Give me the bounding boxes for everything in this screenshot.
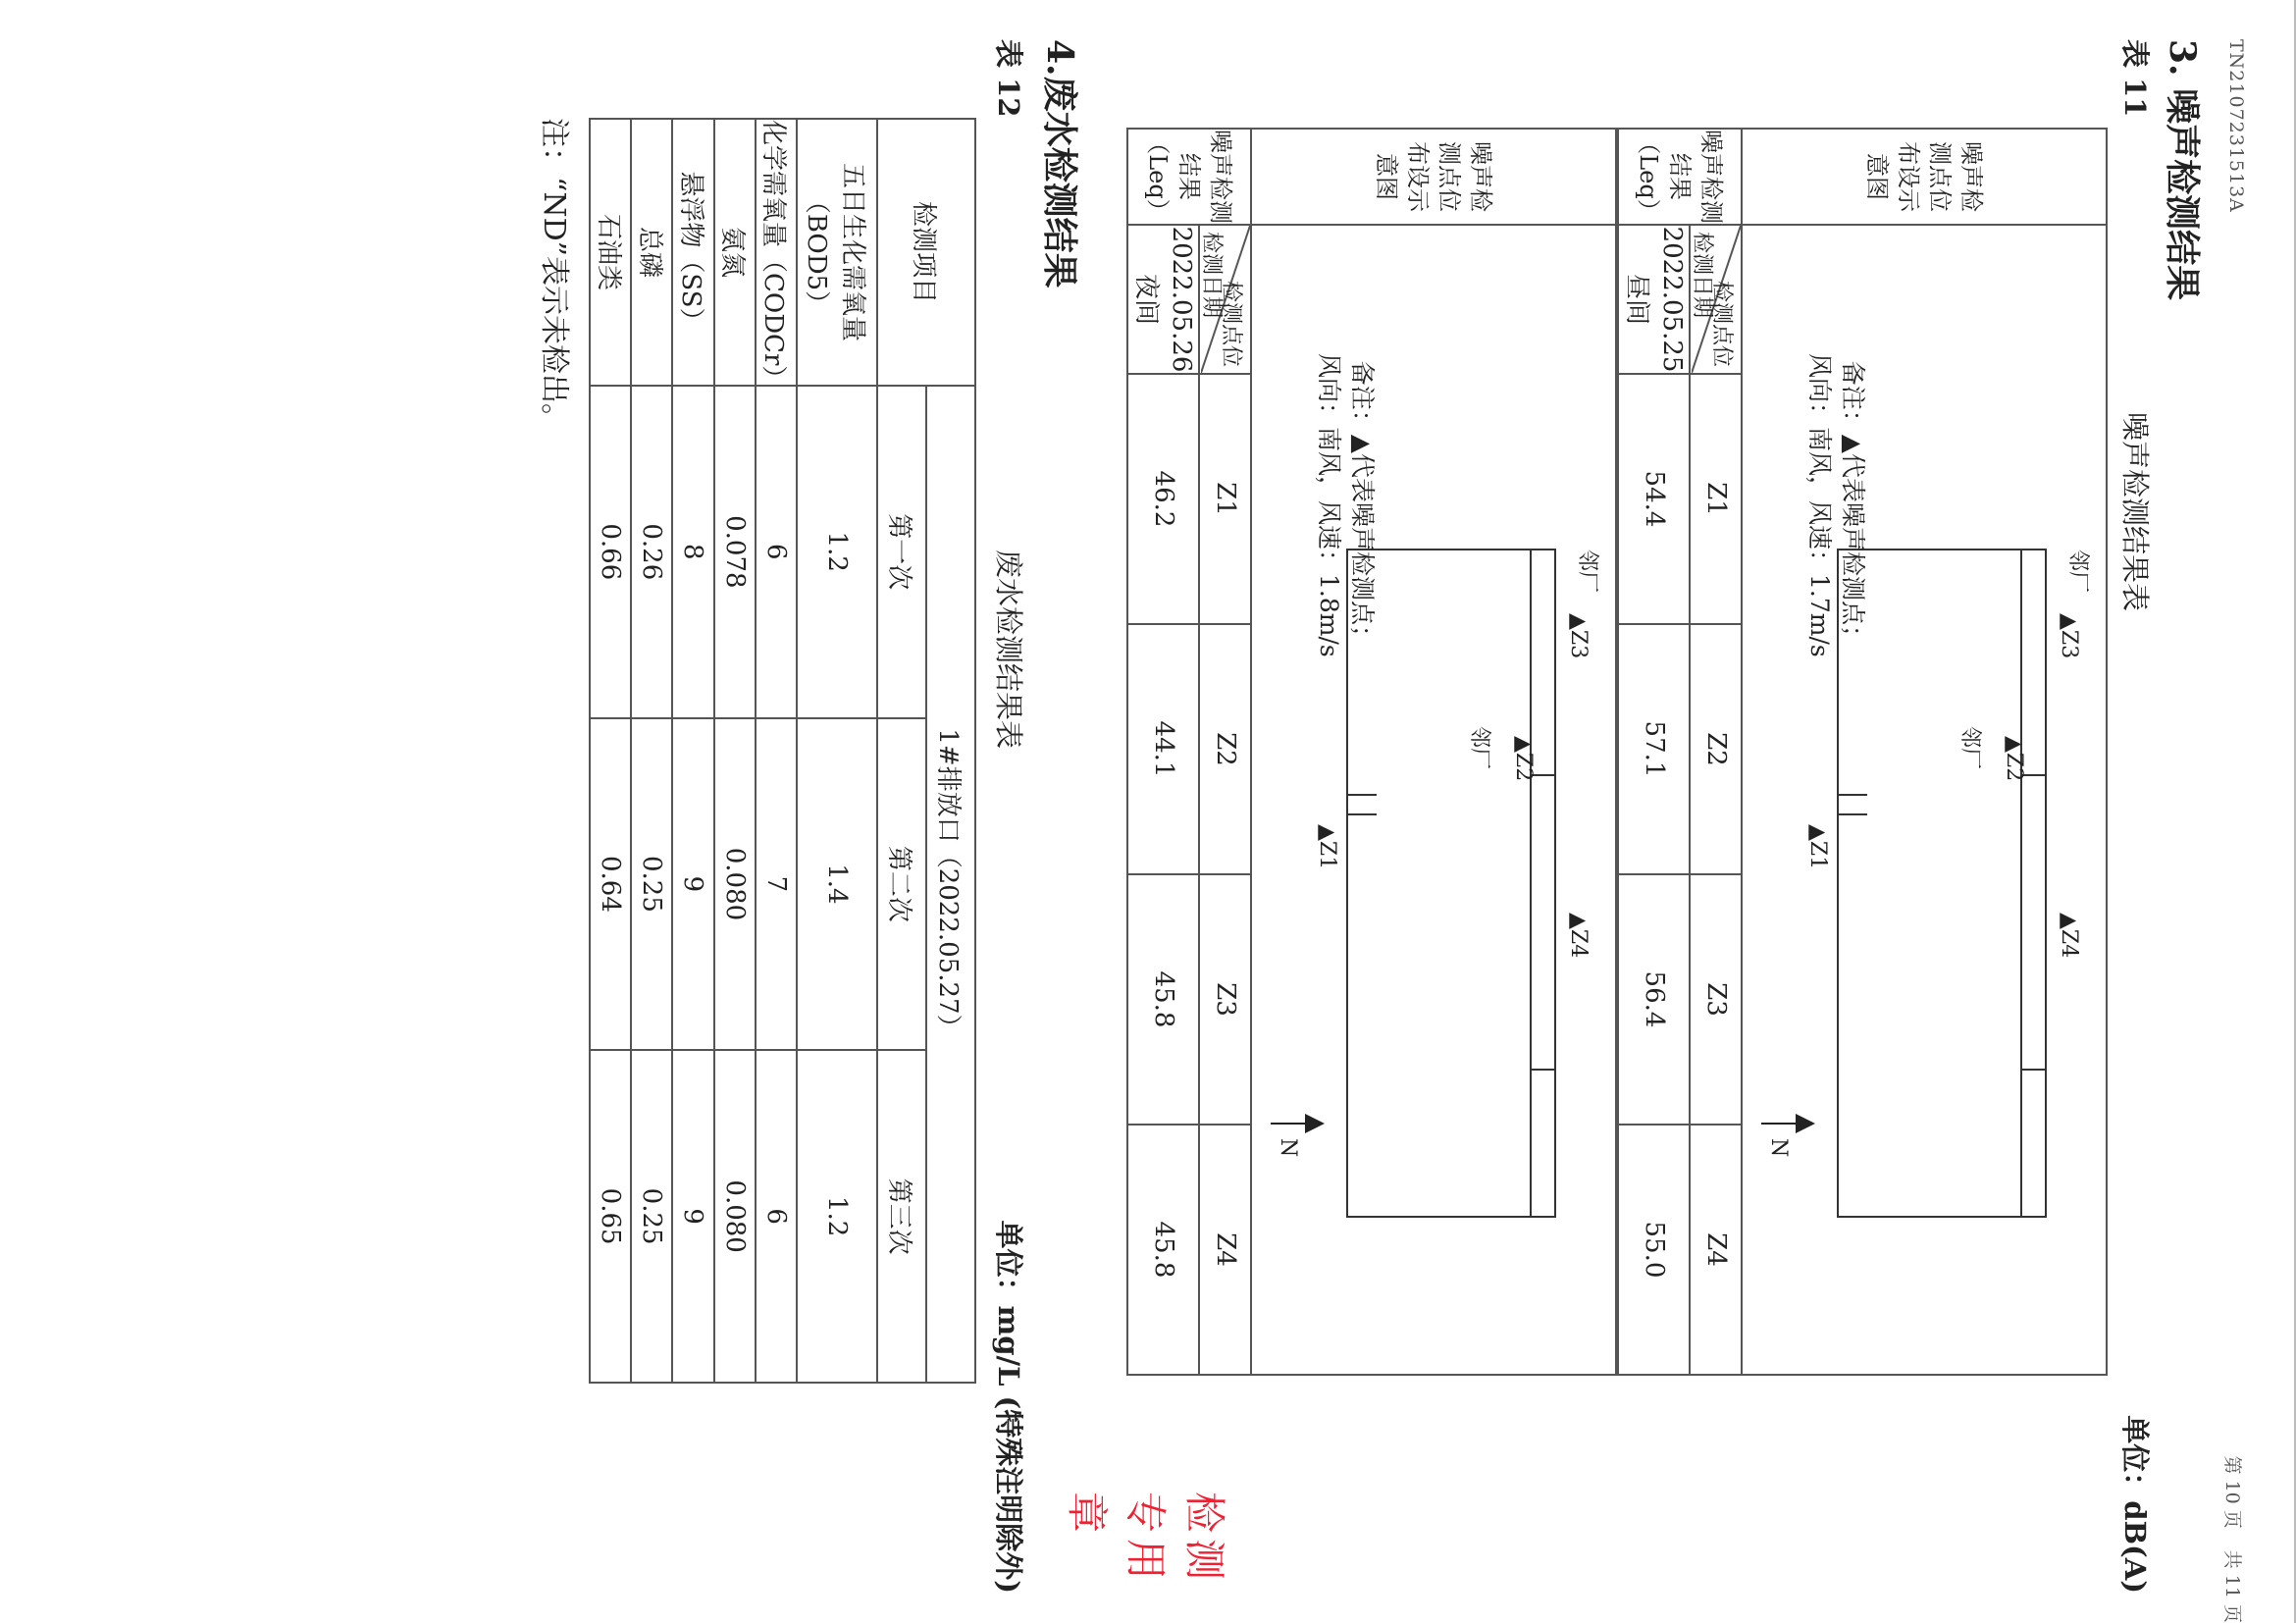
row-value: 6 <box>756 1050 797 1383</box>
row-value: 0.25 <box>631 1050 672 1383</box>
header-outlet: 1#排放口（2022.05.27） <box>926 386 975 1383</box>
label-results-2-text: 噪声检测结果（Leq） <box>1144 130 1235 224</box>
day-period: 昼间 <box>1622 273 1652 325</box>
page-total: 共 11 页 <box>2221 1549 2243 1623</box>
row-value: 8 <box>672 386 713 718</box>
marker-z2-2: ▲Z2 <box>1511 736 1537 782</box>
header-item: 检测项目 <box>877 119 975 386</box>
page-indicator <box>2220 1434 2247 1623</box>
row-value: 9 <box>672 1050 713 1383</box>
header-date-2: 检测日期 <box>1199 232 1225 319</box>
point-header-2-z1: Z1 <box>1199 374 1251 624</box>
row-item: 氨氮 <box>714 119 756 386</box>
row-item: 五日生化需氧量（BOD5） <box>797 119 877 386</box>
point-header-2-z3: Z3 <box>1199 874 1251 1125</box>
row-value: 1.4 <box>797 718 877 1051</box>
neighbor-label-2a: 邻厂 <box>1467 726 1492 770</box>
document-id: TN2107231513A <box>2225 39 2247 213</box>
row-item: 石油类 <box>590 119 631 386</box>
row-item: 化学需氧量（CODCr） <box>756 119 797 386</box>
label-results <box>1618 129 1742 225</box>
day-value-z4: 55.0 <box>1618 1125 1690 1375</box>
diag-header-cell-2 <box>1199 225 1251 374</box>
row-value: 7 <box>756 718 797 1051</box>
row-value: 9 <box>672 718 713 1051</box>
wastewater-table <box>589 118 976 1384</box>
layout-diagram-2 <box>1263 226 1604 1374</box>
label-results-text: 噪声检测结果（Leq） <box>1635 130 1726 224</box>
block-day-date <box>1618 225 1690 374</box>
label-diagram-2-text: 噪声检测点位布设示意图 <box>1373 141 1495 212</box>
row-value: 0.26 <box>631 386 672 718</box>
table-row <box>672 119 713 1383</box>
label-diagram-2 <box>1251 129 1616 225</box>
point-header-z4: Z4 <box>1690 1125 1742 1375</box>
marker-z2-2-label: Z2 <box>1511 752 1537 782</box>
marker-z3-label: Z3 <box>2057 629 2082 659</box>
section3-title: 3. 噪声检测结果 <box>2162 39 2203 301</box>
table11-number: 表 11 <box>2118 39 2152 118</box>
diag-header-cell <box>1690 225 1742 374</box>
block-night-date <box>1127 225 1199 374</box>
neighbor-label-b: 邻厂 <box>2065 550 2091 594</box>
noise-block-night <box>1126 128 1617 1376</box>
note-day-line2: 风向：南风，风速：1.7m/s <box>1805 353 1835 657</box>
note-block-day <box>1802 353 1869 657</box>
row-value: 0.078 <box>714 386 756 718</box>
point-header-2-z2: Z2 <box>1199 624 1251 874</box>
table12-number: 表 12 <box>992 39 1025 118</box>
section4-title: 4.废水检测结果 <box>1039 39 1080 288</box>
marker-z1-label: Z1 <box>1805 840 1831 870</box>
note-night-line1: 备注：▲代表噪声检测点； <box>1348 360 1378 650</box>
day-value-z2: 57.1 <box>1618 624 1690 874</box>
header-run-2: 第二次 <box>877 718 926 1051</box>
header-run-3: 第三次 <box>877 1050 926 1383</box>
table11-unit: 单位：dB(A) <box>2118 1415 2152 1594</box>
row-value: 0.64 <box>590 718 631 1051</box>
row-value: 0.080 <box>714 1050 756 1383</box>
note-night-line2: 风向：南风，风速：1.8m/s <box>1315 353 1344 657</box>
night-value-z3: 45.8 <box>1127 874 1199 1125</box>
marker-z1: ▲Z1 <box>1805 824 1831 870</box>
table-row <box>714 119 756 1383</box>
inspection-stamp: 检测专用章 <box>1063 1492 1228 1587</box>
marker-z1-2-label: Z1 <box>1315 840 1340 870</box>
night-value-z1: 46.2 <box>1127 374 1199 624</box>
marker-z2: ▲Z2 <box>2002 736 2027 782</box>
row-value: 0.66 <box>590 386 631 718</box>
neighbor-label-a: 邻厂 <box>1957 726 1983 770</box>
marker-z2-label: Z2 <box>2002 752 2027 782</box>
north-label: N <box>1766 1138 1792 1158</box>
day-date: 2022.05.25 <box>1657 226 1688 373</box>
table-row <box>756 119 797 1383</box>
night-value-z2: 44.1 <box>1127 624 1199 874</box>
night-value-z4: 45.8 <box>1127 1125 1199 1375</box>
label-results-2 <box>1127 129 1251 225</box>
point-header-z1: Z1 <box>1690 374 1742 624</box>
table12-unit: 单位：mg/L (特殊注明除外) <box>992 1220 1025 1594</box>
row-value: 0.25 <box>631 718 672 1051</box>
noise-block-day <box>1617 128 2108 1376</box>
note-day-line1: 备注：▲代表噪声检测点； <box>1839 360 1868 650</box>
table-row <box>797 119 877 1383</box>
day-value-z3: 56.4 <box>1618 874 1690 1125</box>
marker-z3-2: ▲Z3 <box>1566 613 1592 659</box>
night-period: 夜间 <box>1131 273 1162 325</box>
header-point-2: 检测点位 <box>1219 280 1244 367</box>
table12-title: 废水检测结果表 <box>992 550 1025 750</box>
point-header-z3: Z3 <box>1690 874 1742 1125</box>
label-diagram-text: 噪声检测点位布设示意图 <box>1863 141 1986 212</box>
row-value: 0.080 <box>714 718 756 1051</box>
page-current: 第 10 页 <box>2221 1455 2243 1529</box>
footnote: 注：“ND”表示未检出。 <box>537 118 571 433</box>
night-date: 2022.05.26 <box>1167 226 1197 373</box>
row-item: 悬浮物（SS） <box>672 119 713 386</box>
header-run-1: 第一次 <box>877 386 926 718</box>
row-value: 1.2 <box>797 1050 877 1383</box>
label-diagram <box>1742 129 2107 225</box>
table-row <box>590 119 631 1383</box>
north-arrow-2 <box>1305 1114 1325 1133</box>
diagram-cell <box>1742 225 2107 1375</box>
diagram-cell-2 <box>1251 225 1616 1375</box>
marker-z3: ▲Z3 <box>2057 613 2082 659</box>
note-block-night <box>1312 353 1379 657</box>
header-point: 检测点位 <box>1709 280 1735 367</box>
marker-z4-label: Z4 <box>2057 928 2082 959</box>
table-row <box>631 119 672 1383</box>
point-header-z2: Z2 <box>1690 624 1742 874</box>
row-value: 6 <box>756 386 797 718</box>
table11-title: 噪声检测结果表 <box>2118 412 2152 612</box>
marker-z4-2: ▲Z4 <box>1566 913 1592 959</box>
north-label-2: N <box>1276 1138 1301 1158</box>
layout-diagram <box>1753 226 2095 1374</box>
north-arrow <box>1796 1114 1815 1133</box>
point-header-2-z4: Z4 <box>1199 1125 1251 1375</box>
row-value: 1.2 <box>797 386 877 718</box>
row-item: 总磷 <box>631 119 672 386</box>
header-date: 检测日期 <box>1690 232 1715 319</box>
marker-z4: ▲Z4 <box>2057 913 2082 959</box>
marker-z1-2: ▲Z1 <box>1315 824 1340 870</box>
day-value-z1: 54.4 <box>1618 374 1690 624</box>
neighbor-label-2b: 邻厂 <box>1575 550 1600 594</box>
marker-z4-2-label: Z4 <box>1566 928 1592 959</box>
marker-z3-2-label: Z3 <box>1566 629 1592 659</box>
row-value: 0.65 <box>590 1050 631 1383</box>
